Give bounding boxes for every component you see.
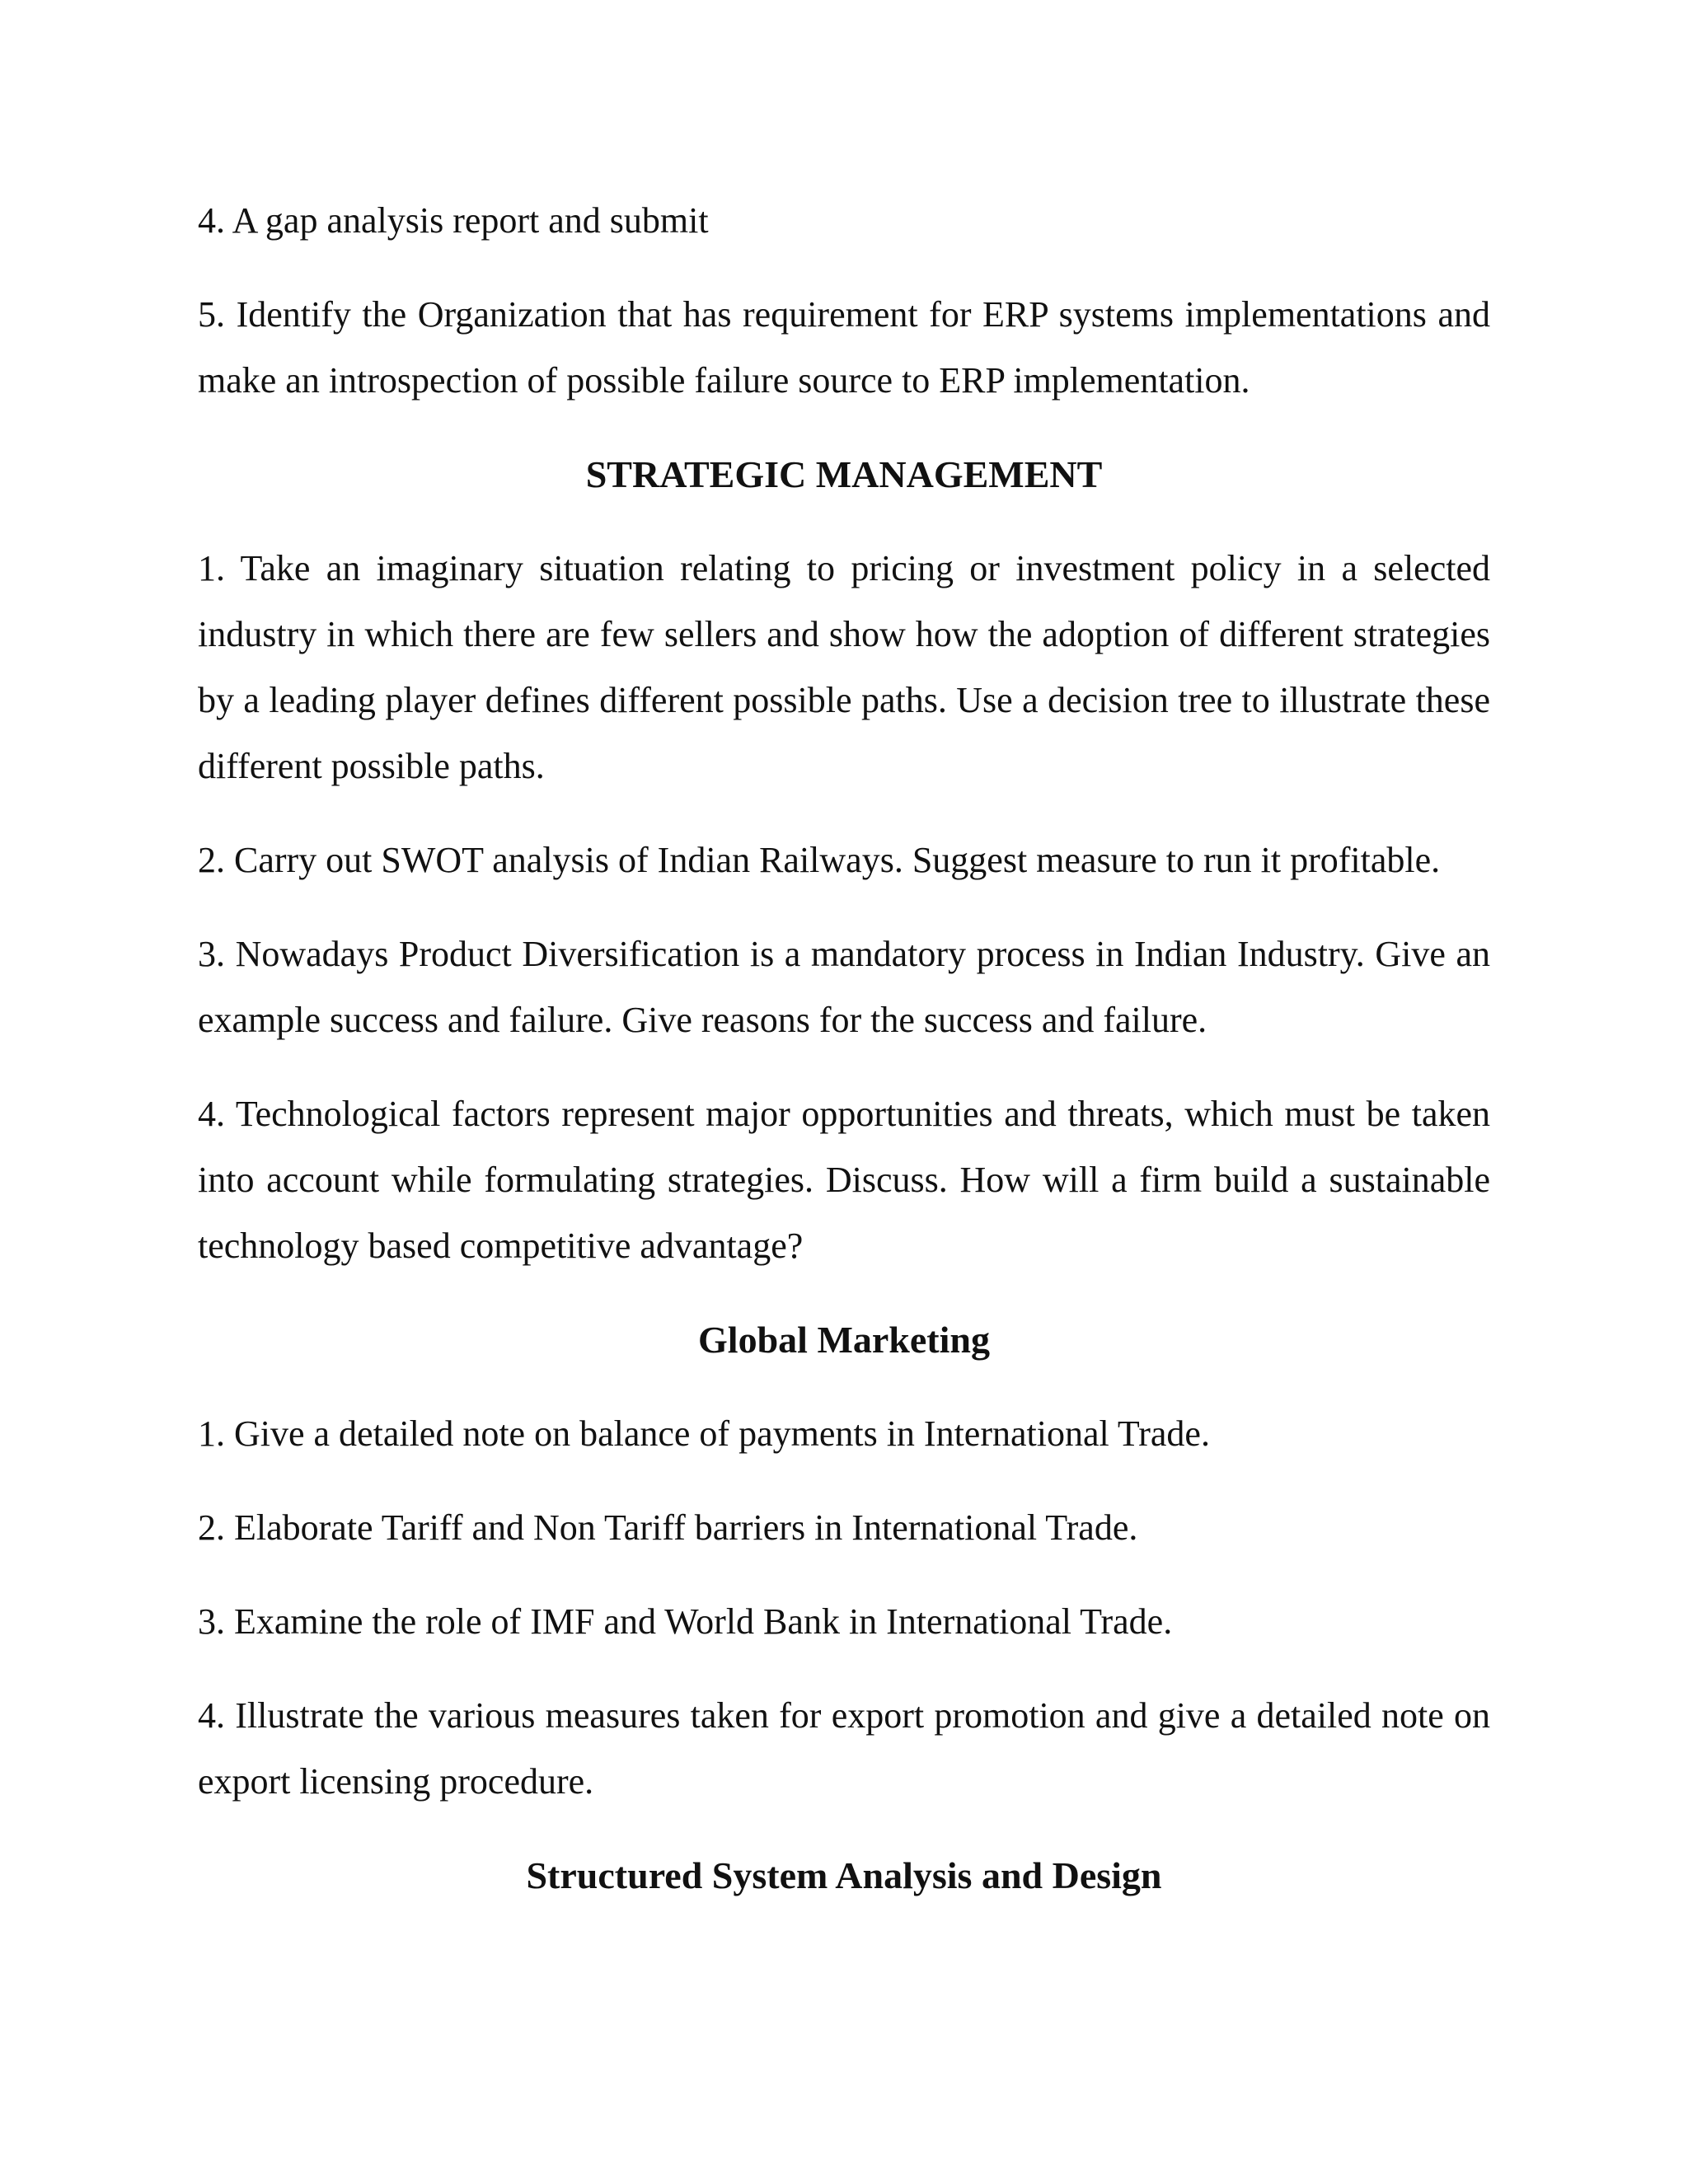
section-heading-structured-system-analysis: Structured System Analysis and Design — [526, 1854, 1162, 1896]
list-item: 5. Identify the Organization that has requirement for ERP systems implementations and make an introspection of possible failure source to ERP implementation. — [198, 294, 1490, 401]
section-heading-strategic-management: STRATEGIC MANAGEMENT — [585, 453, 1103, 495]
list-item: 1. Take an imaginary situation relating to pricing or investment policy in a selected industry in which there are few sellers and show how the adoption of different strategies by a leading player defines different possible paths. Use a decision tree to illustrate these different possible paths. — [198, 548, 1490, 786]
list-item: 3. Nowadays Product Diversification is a mandatory process in Indian Industry. Give an example success and failure. Give reasons for the success and failure. — [198, 934, 1490, 1040]
section-heading-global-marketing: Global Marketing — [698, 1319, 990, 1361]
document-body — [198, 188, 1490, 1937]
list-item: 4. Illustrate the various measures taken for export promotion and give a detailed note on export licensing procedure. — [198, 1695, 1490, 1802]
list-item: 2. Carry out SWOT analysis of Indian Railways. Suggest measure to run it profitable. — [198, 840, 1441, 880]
list-item: 4. Technological factors represent major opportunities and threats, which must be taken into account while formulating strategies. Discuss. How will a firm build a sustainable technology based competitive advantage? — [198, 1094, 1490, 1266]
list-item: 1. Give a detailed note on balance of payments in International Trade. — [198, 1413, 1210, 1454]
list-item: 2. Elaborate Tariff and Non Tariff barriers in International Trade. — [198, 1507, 1138, 1548]
list-item: 3. Examine the role of IMF and World Bank in International Trade. — [198, 1601, 1173, 1642]
list-item: 4. A gap analysis report and submit — [198, 200, 709, 241]
